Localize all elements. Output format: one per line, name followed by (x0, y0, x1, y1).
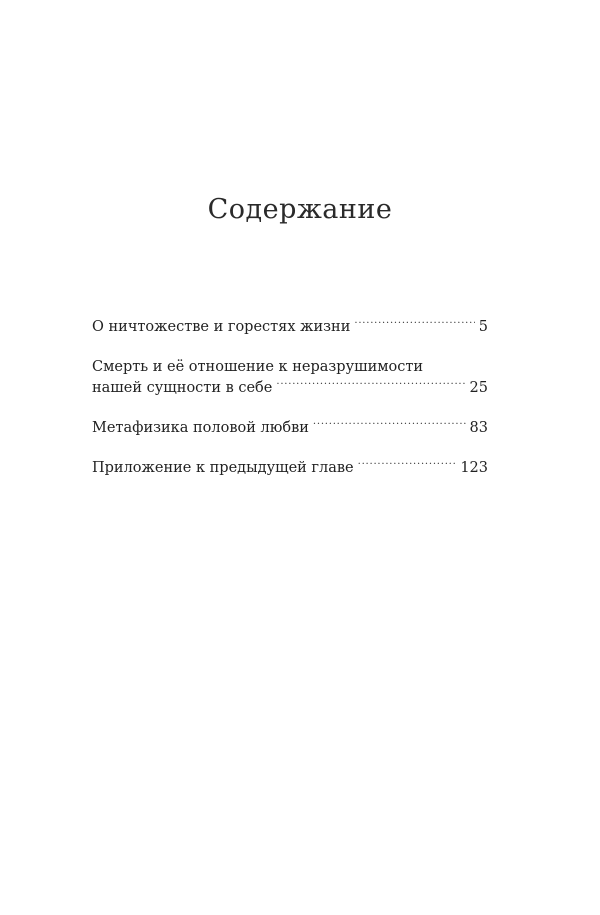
toc-entry-line (92, 458, 488, 480)
toc-page-number: 83 (469, 419, 488, 436)
toc-entry-line (92, 316, 488, 338)
toc-entry-line (92, 357, 488, 378)
toc-entry-title: Приложение к предыдущей главе (92, 460, 354, 476)
toc-page-number: 123 (460, 460, 488, 476)
dot-leader (358, 458, 457, 473)
toc-page-number: 25 (469, 380, 488, 396)
toc-entry-line (92, 378, 488, 400)
toc-entry-line (92, 417, 488, 439)
dot-leader (276, 378, 465, 393)
dot-leader (313, 417, 466, 432)
toc-entry[interactable] (92, 458, 488, 480)
toc-entry-title: Метафизика половой любви (92, 419, 309, 436)
contents-title: Содержание (207, 194, 393, 226)
toc-entry-title-continued: нашей сущности в себе (92, 380, 273, 396)
toc-entry-title: Смерть и её отношение к неразрушимости (92, 358, 424, 375)
toc-page-number: 5 (478, 318, 488, 335)
toc-entry[interactable] (92, 417, 488, 439)
table-of-contents (92, 316, 488, 498)
toc-entry[interactable] (92, 357, 488, 400)
dot-leader (354, 316, 474, 331)
toc-entry-title: О ничтожестве и горестях жизни (92, 318, 351, 335)
toc-entry[interactable] (92, 316, 488, 338)
